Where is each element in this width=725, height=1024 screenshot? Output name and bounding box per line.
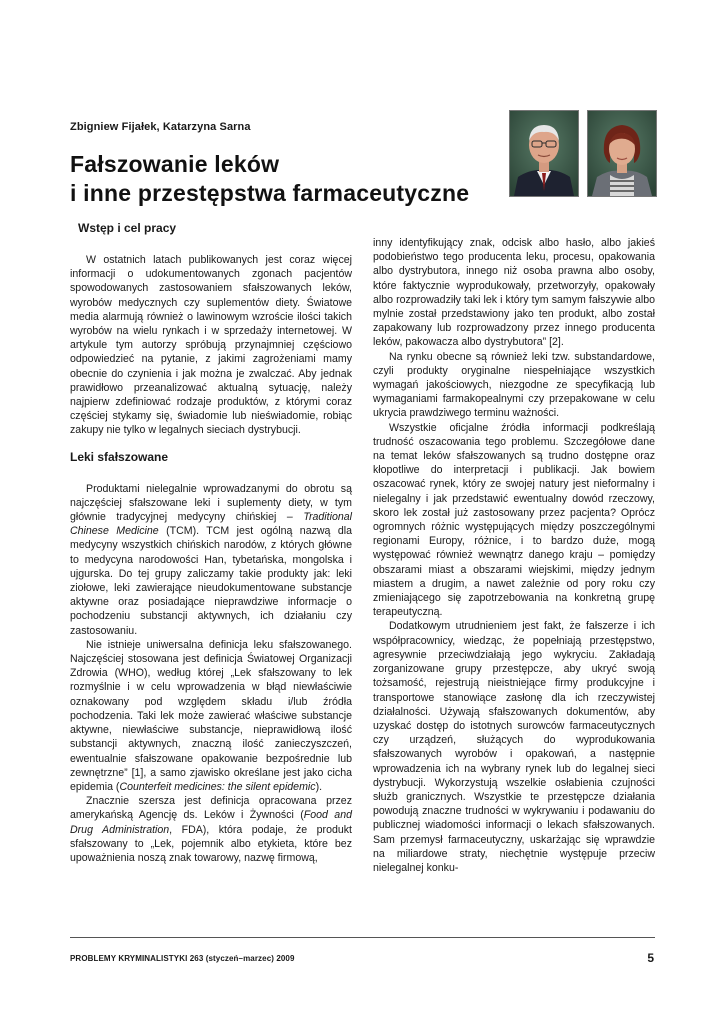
left-column bbox=[70, 221, 352, 865]
paragraph-who-definition: Nie istnieje uniwersalna definicja leku sfałszowanego. Najczęściej stosowana jest definicja Światowej Organizacji Zdrowia (WHO), według której „Lek sfałszowany to lek rozmyślnie i w celu wprowadzenia w błąd niewłaściwie oznakowany pod względem składu i/lub źródła pochodzenia. Taki lek może zawierać właściwe substancje aktywne, niewłaściwe substancje, nieprawidłową ilość substancji aktywnych, znaczną ilość zanieczyszczeń, ewentualnie sfałszowane opakowanie bezpośrednie lub zewnętrzne” [1], a samo zjawisko określane jest jako cicha epidemia (Counterfeit medicines: the silent epidemic). bbox=[70, 638, 352, 793]
paragraph-fda-continued: inny identyfikujący znak, odcisk albo hasło, albo jakieś podobieństwo tego producenta leku, procesu, opakowania albo dystrybutora, innego niż osoba prawna albo osoby, które faktycznie wyprodukowały, przetworzyły, opakowały albo rozprowadziły taki lek i który tym samym fałszywie albo mylnie został przedstawiony jako ten produkt, albo został zapakowany lub rozprowadzony przez innego producenta leków, pakowacza albo dystrybutora” [2]. bbox=[373, 237, 655, 349]
section-heading-counterfeit-drugs: Leki sfałszowane bbox=[70, 449, 169, 464]
journal-footer: PROBLEMY KRYMINALISTYKI 263 (styczeń–marzec) 2009 bbox=[70, 954, 295, 963]
section-heading-intro: Wstęp i cel pracy bbox=[78, 221, 177, 235]
paragraph-substandard: Na rynku obecne są również leki tzw. substandardowe, czyli produkty oryginalne niespełniające wszystkich wymagań jakościowych, niezgodne ze specyfikacją lub wymaganiami farmakopealnymi czy przepakowane w celu ukrycia prawdziwego terminu ważności. bbox=[373, 350, 655, 420]
authors: Zbigniew Fijałek, Katarzyna Sarna bbox=[70, 121, 251, 133]
title-line-2: i inne przestępstwa farmaceutyczne bbox=[70, 180, 470, 206]
footer-divider bbox=[70, 937, 655, 938]
page-number: 5 bbox=[647, 951, 654, 965]
paragraph-criminals: Dodatkowym utrudnieniem jest fakt, że fałszerze i ich współpracownicy, wiedząc, że popełniają przestępstwo, agresywnie przeciwdziałają jego wykryciu. Zakładają zorganizowane grupy przestępcze, aby ukryć swoją tożsamość, rejestrują nieistniejące firmy produkcyjne i transportowe stanowiące zasłonę dla ich rzeczywistej działalności. Używają sfałszowanych dokumentów, aby uzyskać dostęp do istotnych surowców farmaceutycznych czy urządzeń, służących do wyprodukowania sfałszowanych wyrobów i opakowań, a następnie wprowadzenia ich na wybrany rynek lub do legalnej sieci dystrybucji. Wykorzystują wszelkie osłabienia czujności służb granicznych. Wszystkie te przestępcze działania powodują znaczne trudności w wykrywaniu i podawaniu do publicznej wiadomości informacji o lekach sfałszowanych. Sam przemysł farmaceutyczny, uskarżając się wprawdzie na miliardowe straty, niechętnie występuje przeciw nielegalnej konku- bbox=[373, 620, 655, 874]
author-photo-man bbox=[509, 110, 579, 197]
title-line-1: Fałszowanie leków bbox=[70, 151, 280, 177]
paragraph-intro: W ostatnich latach publikowanych jest coraz więcej informacji o udokumentowanych zgonach pacjentów spowodowanych zastosowaniem sfałszowanych leków, wyrobów medycznych czy suplementów diety. Światowe media alarmują również o lawinowym wzroście ilości takich wyrobów na wielu rynkach i w sprzedaży internetowej. W artykule tym autorzy spróbują przynajmniej częściowo odpowiedzieć na pytanie, z jakimi zagrożeniami mamy obecnie do czynienia i jak można je zwalczać. Aby jednak prawidłowo przeanalizować aktualną sytuację, należy najpierw zdefiniować rodzaje produktów, z którymi coraz częściej stykamy się, świadomie lub nieświadomie, robiąc zakupy nie tylko w legalnych sieciach dystrybucji. bbox=[70, 254, 352, 437]
right-column bbox=[373, 236, 655, 875]
paragraph-estimation: Wszystkie oficjalne źródła informacji podkreślają trudność oszacowania tego problemu. Szczegółowe dane na temat leków sfałszowanych są trudno dostępne oraz kłopotliwe do interpretacji i publikacji. Jak bowiem oszacować rynek, który ze swojej natury jest nieformalny i nielegalny i jak przedstawić ewentualny dowód rzeczowy, skoro lek został już zastosowany przez pacjenta? Oprócz ogromnych różnic występujących między poszczególnymi regionami Europy, różnice, i to bardzo duże, mogą występować również wewnątrz danego kraju – pomiędzy obszarami miast a obszarami wiejskimi, między jednym miastem a drugim, a nawet zależnie od pory roku czy zmieniającego się zapotrzebowania na konkretną grupę terapeutyczną. bbox=[373, 421, 655, 619]
article-title bbox=[70, 150, 469, 208]
paragraph-products: Produktami nielegalnie wprowadzanymi do obrotu są najczęściej sfałszowane leki i suplementy diety, w tym głównie tradycyjnej medycyny chińskiej – Traditional Chinese Medicine (TCM). TCM jest ogólną nazwą dla medycyny wszystkich chińskich narodów, z których główne to medycyna narodowości Han, tybetańska, mongolska i ujgurska. Do tej grupy zaliczamy takie produkty jak: leki ziołowe, leki zawierające nieudokumentowane substancje aktywne oraz posiadające nieprawdziwe informacje o pochodzeniu substancji aktywnych, ich działaniu czy zastosowaniu. bbox=[70, 482, 352, 637]
paragraph-fda-definition: Znacznie szersza jest definicja opracowana przez amerykańską Agencję ds. Leków i Żywności (Food and Drug Administration, FDA), która podaje, że produkt sfałszowany to „Lek, pojemnik albo etykieta, które bez upoważnienia noszą znak towarowy, nazwę firmową, bbox=[70, 795, 352, 864]
author-photo-woman bbox=[587, 110, 657, 197]
